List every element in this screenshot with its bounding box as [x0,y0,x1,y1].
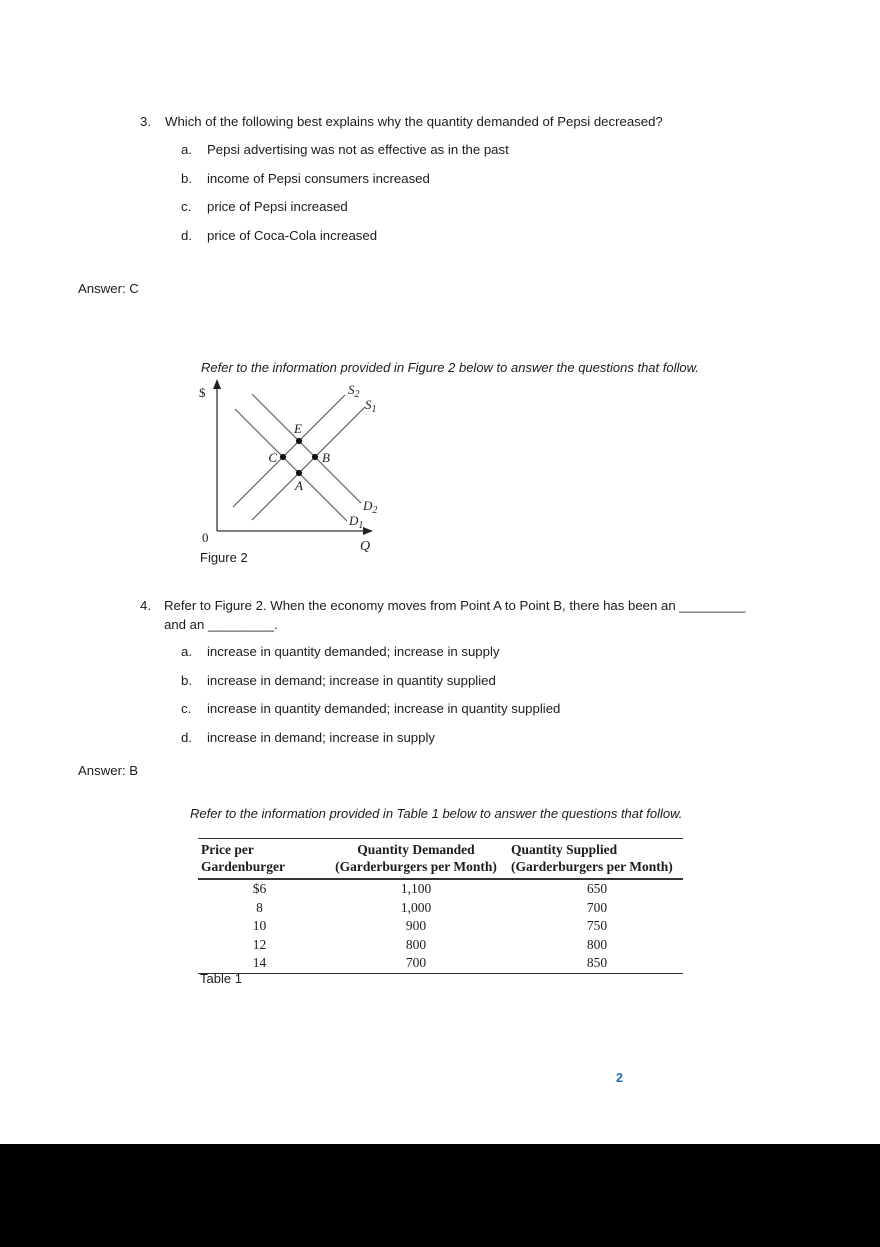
s1-curve-label: $S_1$ [365,397,377,415]
cell-price: 14 [198,954,321,973]
option-text: income of Pepsi consumers increased [207,170,430,186]
option-letter: b. [181,170,192,186]
cell-quantity-demanded: 1,000 [400,899,432,915]
question-3-options [181,141,830,245]
option-text: increase in quantity demanded; increase in quantity supplied [207,701,561,716]
s2-curve-label: $S_2$ [348,382,360,400]
option-text: price of Coca-Cola increased [207,227,378,243]
question-4-answer: Answer: B [78,763,139,778]
cell-quantity-supplied: 700 [586,899,608,915]
option-b [181,170,830,188]
option-text: Pepsi advertising was not as effective as in the past [207,142,509,157]
table-row [198,899,683,918]
cell-quantity-supplied: 750 [586,918,608,934]
question-3-answer: Answer: C [78,281,139,296]
cell-quantity-demanded: 900 [405,918,427,934]
option-a [181,141,830,159]
d2-curve-label: $D_2$ [363,498,378,516]
option-letter: a. [181,142,192,157]
cell-quantity-supplied: 850 [511,954,683,973]
table-1 [198,838,683,974]
option-letter: d. [181,729,192,745]
d1-curve-label: $D_1$ [349,513,364,531]
point-b-label: B [322,450,330,465]
cell-quantity-demanded: 800 [405,936,427,952]
option-letter: a. [181,644,192,659]
table-row [198,936,683,955]
bottom-black-band [0,1144,880,1247]
point-e-label: E [294,421,302,436]
point-b-dot [312,454,318,460]
cell-price: 10 [252,918,267,934]
option-b [181,672,830,690]
cell-price: 8 [256,899,263,915]
y-axis-arrow-icon [213,379,221,389]
cell-price: $6 [252,881,267,896]
option-text: price of Pepsi increased [207,199,348,214]
table-header-row [198,839,683,880]
question-3-text: Which of the following best explains why the quantity demanded of Pepsi decreased? [165,114,663,129]
option-letter: d. [181,227,192,243]
header-quantity-demanded: Quantity Demanded (Garderburgers per Month) [321,839,511,880]
header-quantity-supplied: Quantity Supplied (Garderburgers per Month) [511,839,683,880]
question-4-text-line1: Refer to Figure 2. When the economy moves from Point A to Point B, there has been an _________ [164,598,746,613]
cell-quantity-demanded: 1,100 [400,881,432,896]
demand-curve-d1 [235,409,347,521]
option-text: increase in demand; increase in supply [207,729,435,745]
figure-2-intro: Refer to the information provided in Figure 2 below to answer the questions that follow. [201,360,699,375]
table-row [198,917,683,936]
option-letter: c. [181,701,192,716]
table-row [198,879,683,899]
figure-2-caption: Figure 2 [200,550,248,565]
point-a-dot [296,470,302,476]
cell-price: 12 [252,936,267,952]
question-4-number: 4. [140,598,151,613]
option-c [181,198,830,216]
point-e-dot [296,438,302,444]
table-1-intro: Refer to the information provided in Table 1 below to answer the questions that follow. [190,806,683,821]
cell-quantity-supplied: 650 [586,881,608,896]
figure-2-diagram [195,376,400,571]
option-c [181,700,830,718]
header-price: Price per Gardenburger [198,839,321,880]
point-c-label: C [268,450,277,465]
origin-label: 0 [202,530,209,545]
table-row [198,954,683,973]
question-4 [140,596,830,757]
point-a-label: A [295,478,303,493]
table-1-caption: Table 1 [200,971,242,986]
option-text: increase in quantity demanded; increase in supply [207,644,500,659]
option-text: increase in demand; increase in quantity supplied [207,672,496,688]
option-d [181,729,830,747]
x-axis-label: Q [360,539,371,554]
x-axis-arrow-icon [363,527,373,535]
cell-quantity-supplied: 800 [586,936,608,952]
question-3-number: 3. [140,114,151,129]
question-4-text-line2: and an _________. [164,617,278,632]
point-c-dot [280,454,286,460]
question-4-options [181,643,830,747]
page-number: 2 [616,1071,623,1085]
option-letter: b. [181,672,192,688]
option-letter: c. [181,199,192,214]
y-axis-label: $ [199,385,206,400]
option-d [181,227,830,245]
demand-curve-d2 [252,394,361,503]
question-3 [140,113,830,255]
cell-quantity-demanded: 700 [321,954,511,973]
option-a [181,643,830,661]
